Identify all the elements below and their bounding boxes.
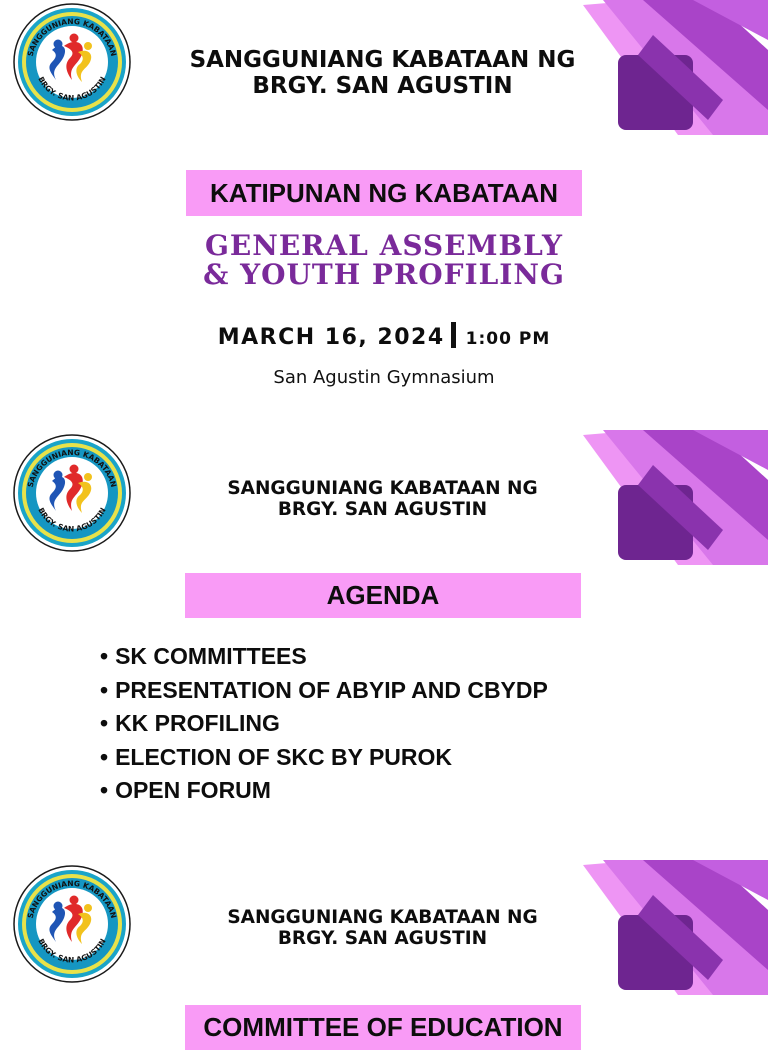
org-name-line1: SANGGUNIANG KABATAAN NG xyxy=(227,907,538,928)
banner-katipunan: KATIPUNAN NG KABATAAN xyxy=(186,170,582,216)
event-date: MARCH 16, 2024 xyxy=(217,325,445,350)
banner-committee-education: COMMITTEE OF EDUCATION xyxy=(185,1005,581,1050)
org-name xyxy=(195,907,570,950)
agenda-item: • SK COMMITTEES xyxy=(100,640,548,674)
sk-logo-icon xyxy=(12,864,132,984)
agenda-item: • OPEN FORUM xyxy=(100,774,548,808)
corner-decoration-icon xyxy=(583,860,768,995)
org-name-line1: SANGGUNIANG KABATAAN NG xyxy=(227,478,538,499)
subtitle-line2: & YOUTH PROFILING xyxy=(203,258,565,291)
event-venue: San Agustin Gymnasium xyxy=(273,367,495,388)
event-time: 1:00 PM xyxy=(465,329,551,349)
agenda-item: • KK PROFILING xyxy=(100,707,548,741)
org-name-line2: BRGY. SAN AGUSTIN xyxy=(252,73,513,100)
org-name-line2: BRGY. SAN AGUSTIN xyxy=(277,928,488,950)
org-name-line2: BRGY. SAN AGUSTIN xyxy=(277,499,488,521)
org-name-line1: SANGGUNIANG KABATAAN NG xyxy=(189,47,576,73)
agenda-item: • ELECTION OF SKC BY PUROK xyxy=(100,741,548,775)
banner-agenda: AGENDA xyxy=(185,573,581,618)
agenda-item: • PRESENTATION OF ABYIP AND CBYDP xyxy=(100,674,548,708)
subtitle-line1: GENERAL ASSEMBLY xyxy=(204,229,564,262)
